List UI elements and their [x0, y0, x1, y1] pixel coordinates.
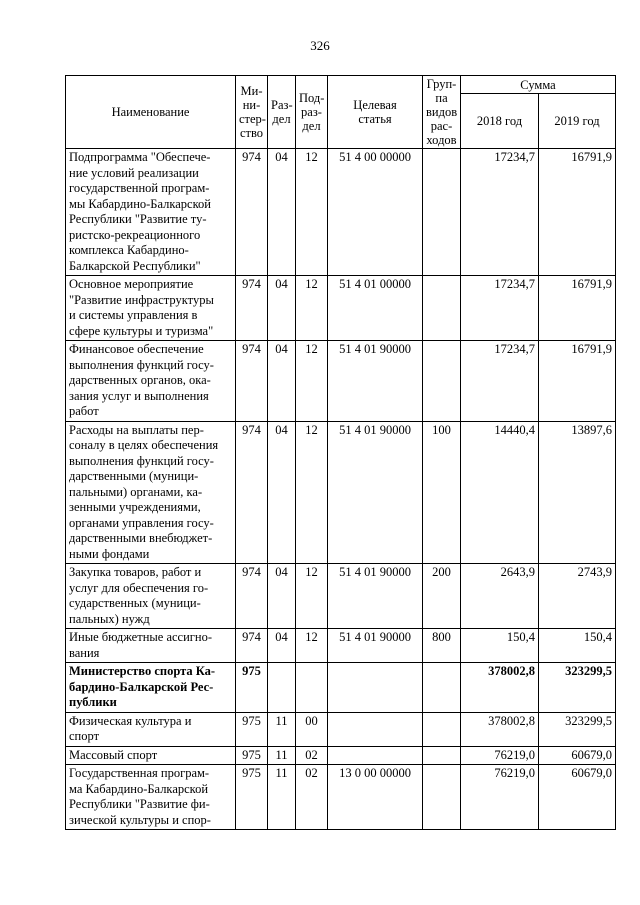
table-body	[66, 149, 616, 830]
header-ministry: Ми- ни- стер- ство	[236, 76, 268, 149]
cell-subsection: 12	[296, 629, 328, 663]
cell-2018: 76219,0	[461, 765, 539, 830]
cell-2019: 323299,5	[539, 663, 616, 713]
cell-name: Финансовое обеспечение выполнения функций госу- дарственных органов, ока- зания услуг и выполнения работ	[66, 341, 236, 422]
cell-2018: 17234,7	[461, 149, 539, 276]
cell-section: 04	[268, 276, 296, 341]
table-row	[66, 341, 616, 422]
cell-group	[423, 663, 461, 713]
header-group: Груп- па видов рас- ходов	[423, 76, 461, 149]
cell-name: Иные бюджетные ассигно- вания	[66, 629, 236, 663]
cell-target: 51 4 01 90000	[328, 341, 423, 422]
cell-subsection: 12	[296, 276, 328, 341]
table-row	[66, 663, 616, 713]
cell-target: 51 4 01 00000	[328, 276, 423, 341]
header-target: Целевая статья	[328, 76, 423, 149]
cell-section: 04	[268, 629, 296, 663]
cell-2018: 14440,4	[461, 421, 539, 564]
cell-ministry: 974	[236, 564, 268, 629]
cell-target: 13 0 00 00000	[328, 765, 423, 830]
table-header	[66, 76, 616, 149]
cell-ministry: 975	[236, 765, 268, 830]
table-row	[66, 746, 616, 765]
cell-name: Закупка товаров, работ и услуг для обеспечения го- сударственных (муници- пальных) нужд	[66, 564, 236, 629]
cell-ministry: 974	[236, 629, 268, 663]
cell-target: 51 4 00 00000	[328, 149, 423, 276]
cell-group	[423, 276, 461, 341]
cell-subsection: 12	[296, 149, 328, 276]
cell-2018: 378002,8	[461, 712, 539, 746]
cell-2018: 76219,0	[461, 746, 539, 765]
table-row	[66, 421, 616, 564]
cell-target	[328, 712, 423, 746]
cell-ministry: 974	[236, 276, 268, 341]
cell-target: 51 4 01 90000	[328, 564, 423, 629]
cell-group: 800	[423, 629, 461, 663]
cell-group	[423, 341, 461, 422]
cell-subsection: 02	[296, 765, 328, 830]
cell-section: 04	[268, 564, 296, 629]
cell-2019: 16791,9	[539, 341, 616, 422]
budget-table	[65, 75, 616, 830]
cell-name: Государственная програм- ма Кабардино-Балкарской Республики "Развитие фи- зической культуры и спор-	[66, 765, 236, 830]
cell-ministry: 975	[236, 746, 268, 765]
cell-section	[268, 663, 296, 713]
header-year-2019: 2019 год	[539, 94, 616, 149]
cell-2019: 323299,5	[539, 712, 616, 746]
header-year-2018: 2018 год	[461, 94, 539, 149]
cell-ministry: 975	[236, 663, 268, 713]
cell-ministry: 974	[236, 149, 268, 276]
cell-group	[423, 765, 461, 830]
cell-section: 04	[268, 149, 296, 276]
cell-target	[328, 746, 423, 765]
cell-group	[423, 149, 461, 276]
table-row	[66, 149, 616, 276]
cell-subsection: 12	[296, 564, 328, 629]
cell-target: 51 4 01 90000	[328, 421, 423, 564]
cell-ministry: 974	[236, 341, 268, 422]
cell-2019: 16791,9	[539, 276, 616, 341]
cell-2018: 17234,7	[461, 276, 539, 341]
cell-2018: 2643,9	[461, 564, 539, 629]
cell-2019: 13897,6	[539, 421, 616, 564]
cell-section: 11	[268, 746, 296, 765]
cell-2019: 2743,9	[539, 564, 616, 629]
cell-section: 04	[268, 421, 296, 564]
cell-group: 100	[423, 421, 461, 564]
cell-name: Основное мероприятие "Развитие инфраструктуры и системы управления в сфере культуры и туризма"	[66, 276, 236, 341]
table-row	[66, 629, 616, 663]
cell-group	[423, 712, 461, 746]
cell-2019: 60679,0	[539, 746, 616, 765]
table-row	[66, 712, 616, 746]
cell-subsection: 02	[296, 746, 328, 765]
table-row	[66, 765, 616, 830]
table-row	[66, 564, 616, 629]
cell-2019: 150,4	[539, 629, 616, 663]
table-row	[66, 276, 616, 341]
cell-name: Физическая культура и спорт	[66, 712, 236, 746]
cell-name: Подпрограмма "Обеспече- ние условий реализации государственной програм- мы Кабардино-Балкарской Республики "Развитие ту- ристско-рекреационного комплекса Кабардино- Балкарской Республики"	[66, 149, 236, 276]
cell-2019: 60679,0	[539, 765, 616, 830]
cell-target: 51 4 01 90000	[328, 629, 423, 663]
page-number: 326	[310, 38, 330, 53]
cell-section: 11	[268, 765, 296, 830]
header-name: Наименование	[66, 76, 236, 149]
cell-section: 11	[268, 712, 296, 746]
cell-target	[328, 663, 423, 713]
header-sum: Сумма	[461, 76, 616, 94]
cell-name: Расходы на выплаты пер- соналу в целях обеспечения выполнения функций госу- дарственными (муници- пальными) органами, ка- зенными учреждениями, органами управления госу- дарственными внебюджет- ными фондами	[66, 421, 236, 564]
cell-subsection: 12	[296, 421, 328, 564]
cell-subsection: 12	[296, 341, 328, 422]
cell-name: Массовый спорт	[66, 746, 236, 765]
cell-name: Министерство спорта Ка- бардино-Балкарской Рес- публики	[66, 663, 236, 713]
cell-2018: 378002,8	[461, 663, 539, 713]
cell-group: 200	[423, 564, 461, 629]
header-section: Раз- дел	[268, 76, 296, 149]
cell-2019: 16791,9	[539, 149, 616, 276]
cell-2018: 150,4	[461, 629, 539, 663]
cell-subsection	[296, 663, 328, 713]
header-subsection: Под- раз- дел	[296, 76, 328, 149]
cell-subsection: 00	[296, 712, 328, 746]
cell-2018: 17234,7	[461, 341, 539, 422]
cell-ministry: 975	[236, 712, 268, 746]
cell-group	[423, 746, 461, 765]
cell-section: 04	[268, 341, 296, 422]
cell-ministry: 974	[236, 421, 268, 564]
